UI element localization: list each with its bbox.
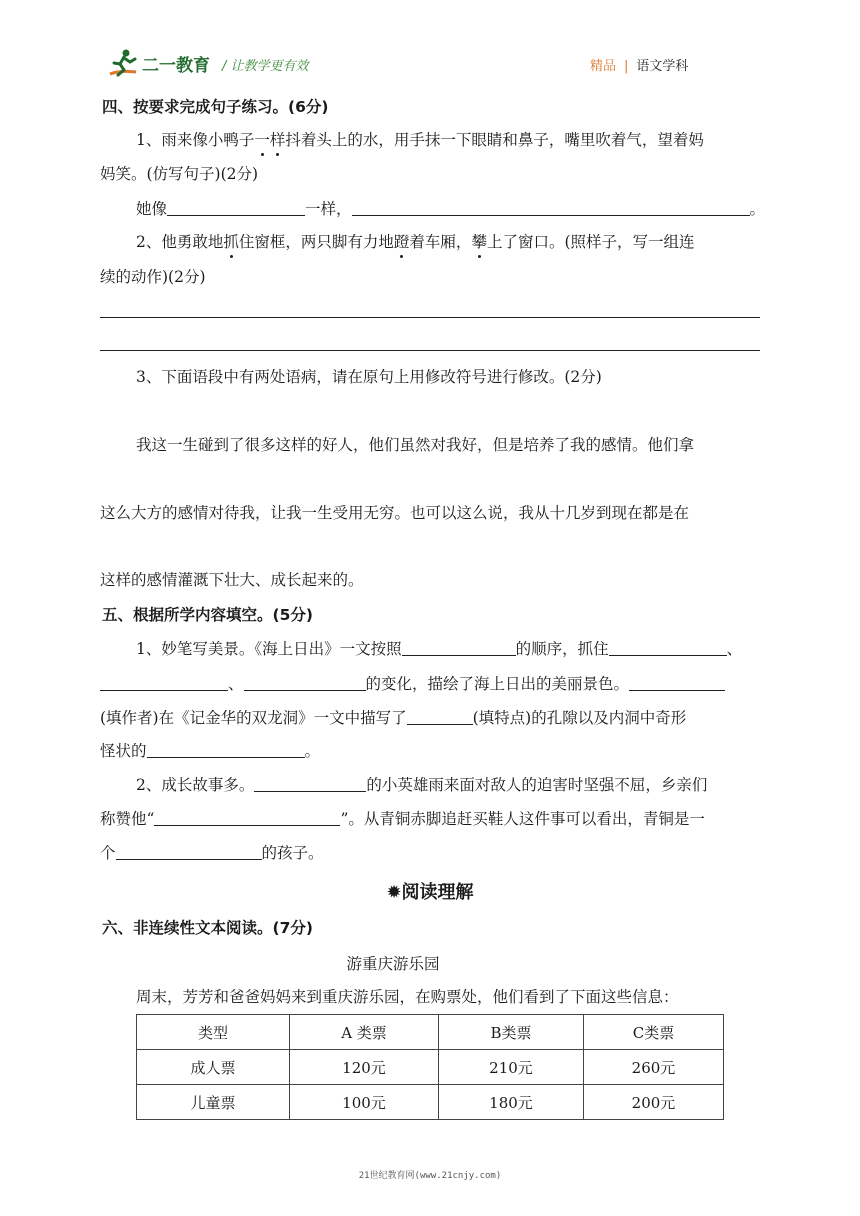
q4-2-line1 xyxy=(136,231,695,253)
emphasis-dot-char: 蹬 xyxy=(393,233,410,251)
table-header-cell: B类票 xyxy=(439,1015,584,1050)
header-right xyxy=(590,55,688,74)
q4-2-line2: 续的动作)(2分) xyxy=(100,268,206,286)
q5-1-text-f: (填作者)在《记金华的双龙洞》一文中描写了 xyxy=(100,709,407,727)
q5-1-text-h: 怪状的 xyxy=(100,742,147,760)
passage-title: 游重庆游乐园 xyxy=(346,955,440,973)
emphasis-dot-char: 一 xyxy=(254,131,270,149)
slogan: / 让教学更有效 xyxy=(222,59,309,74)
q4-3-para-line3: 这样的感情灌溉下壮大、成长起来的。 xyxy=(100,571,364,589)
q5-2-text-a: 2、成长故事多。 xyxy=(136,776,255,794)
answer-blank[interactable] xyxy=(167,199,305,216)
table-header-cell: A 类票 xyxy=(290,1015,439,1050)
q4-1-text-a: 1、雨来像小鸭子 xyxy=(136,131,255,149)
answer-blank[interactable] xyxy=(147,741,305,758)
q4-3-prompt: 3、下面语段中有两处语病，请在原句上用修改符号进行修改。(2分) xyxy=(136,368,602,386)
q5-2-line3 xyxy=(100,842,324,864)
q5-1-text-c: 、 xyxy=(726,640,743,658)
answer-blank[interactable] xyxy=(254,775,366,792)
section-5-title: 五、根据所学内容填空。(5分) xyxy=(102,606,313,624)
q5-1-text-d: 、 xyxy=(228,675,244,693)
q5-1-line4 xyxy=(100,740,320,762)
table-cell: 100元 xyxy=(290,1085,439,1120)
q4-2-text-e: 着车厢， xyxy=(409,233,472,251)
table-row xyxy=(137,1085,724,1120)
table-cell: 210元 xyxy=(439,1050,584,1085)
subject-label: 语文学科 xyxy=(636,59,689,74)
section-4-title: 四、按要求完成句子练习。(6分) xyxy=(102,98,329,116)
table-header-cell: 类型 xyxy=(137,1015,290,1050)
q4-3-para-line1: 我这一生碰到了很多这样的好人，他们虽然对我好，但是培养了我的感情。他们拿 xyxy=(136,436,695,454)
answer-line[interactable] xyxy=(100,317,760,318)
q5-2-line2 xyxy=(100,808,705,830)
q5-1-line3 xyxy=(100,707,686,729)
q4-1-fill-line xyxy=(136,198,765,220)
table-header-row xyxy=(137,1015,724,1050)
answer-blank[interactable] xyxy=(609,639,727,656)
q5-1-line1 xyxy=(136,638,742,660)
brand-logo xyxy=(106,46,210,80)
answer-blank[interactable] xyxy=(402,639,516,656)
emphasis-dot-char: 抓 xyxy=(223,233,239,251)
q5-2-text-e: 个 xyxy=(100,844,116,862)
q5-2-text-d: ”。从青铜赤脚追赶买鞋人这件事可以看出，青铜是一 xyxy=(340,810,705,828)
answer-blank[interactable] xyxy=(100,674,228,691)
reading-section-title: ✹阅读理解 xyxy=(386,882,474,903)
section-6-title: 六、非连续性文本阅读。(7分) xyxy=(102,919,313,937)
running-man-icon xyxy=(106,48,140,78)
answer-blank[interactable] xyxy=(629,674,725,691)
answer-line[interactable] xyxy=(100,350,760,351)
table-cell: 260元 xyxy=(584,1050,724,1085)
page-footer: 21世纪教育网(www.21cnjy.com) xyxy=(358,1171,502,1181)
passage-intro: 周末，芳芳和爸爸妈妈来到重庆游乐园，在购票处，他们看到了下面这些信息： xyxy=(136,988,679,1006)
q5-1-text-a: 1、妙笔写美景。《海上日出》一文按照 xyxy=(136,640,402,658)
q4-1-text-d: 抖着头上的水，用手抹一下眼睛和鼻子，嘴里吹着气，望着妈 xyxy=(285,131,704,149)
quality-label: 精品 xyxy=(590,59,617,74)
answer-blank[interactable] xyxy=(352,199,750,216)
q4-1-line2: 妈笑。(仿写句子)(2分) xyxy=(100,165,259,183)
table-row xyxy=(137,1050,724,1085)
fill-end: 。 xyxy=(749,200,766,218)
answer-blank[interactable] xyxy=(154,809,340,826)
q5-2-text-c: 称赞他“ xyxy=(100,810,155,828)
q5-1-text-b: 的顺序，抓住 xyxy=(515,640,609,658)
header-divider: | xyxy=(624,59,629,74)
table-header-cell: C类票 xyxy=(584,1015,724,1050)
fill-middle: 一样， xyxy=(305,200,352,218)
q4-3-para-line2: 这么大方的感情对待我，让我一生受用无穷。也可以这么说，我从十几岁到现在都是在 xyxy=(100,504,690,522)
table-cell: 120元 xyxy=(290,1050,439,1085)
q4-2-text-a: 2、他勇敢地 xyxy=(136,233,224,251)
table-cell: 200元 xyxy=(584,1085,724,1120)
q4-2-text-c: 住窗框，两只脚有力地 xyxy=(238,233,394,251)
q5-1-text-i: 。 xyxy=(304,742,321,760)
answer-blank[interactable] xyxy=(244,674,366,691)
q5-1-text-g: (填特点)的孔隙以及内洞中奇形 xyxy=(472,709,687,727)
q5-2-text-f: 的孩子。 xyxy=(261,844,324,862)
q5-1-text-e: 的变化，描绘了海上日出的美丽景色。 xyxy=(365,675,630,693)
emphasis-dot-char: 攀 xyxy=(471,233,487,251)
answer-blank[interactable] xyxy=(116,843,262,860)
q5-2-line1 xyxy=(136,774,707,796)
table-cell: 成人票 xyxy=(137,1050,290,1085)
ticket-price-table xyxy=(136,1014,724,1120)
emphasis-dot-char: 样 xyxy=(269,131,286,149)
fill-prefix: 她像 xyxy=(136,200,168,218)
q5-2-text-b: 的小英雄雨来面对敌人的迫害时坚强不屈，乡亲们 xyxy=(366,776,708,794)
q5-1-line2 xyxy=(100,673,725,695)
logo-text: 二一教育 xyxy=(142,55,210,76)
q4-1-line1 xyxy=(136,129,704,151)
q4-2-text-g: 上了窗口。(照样子，写一组连 xyxy=(486,233,695,251)
table-cell: 180元 xyxy=(439,1085,584,1120)
answer-blank[interactable] xyxy=(407,708,473,725)
table-cell: 儿童票 xyxy=(137,1085,290,1120)
